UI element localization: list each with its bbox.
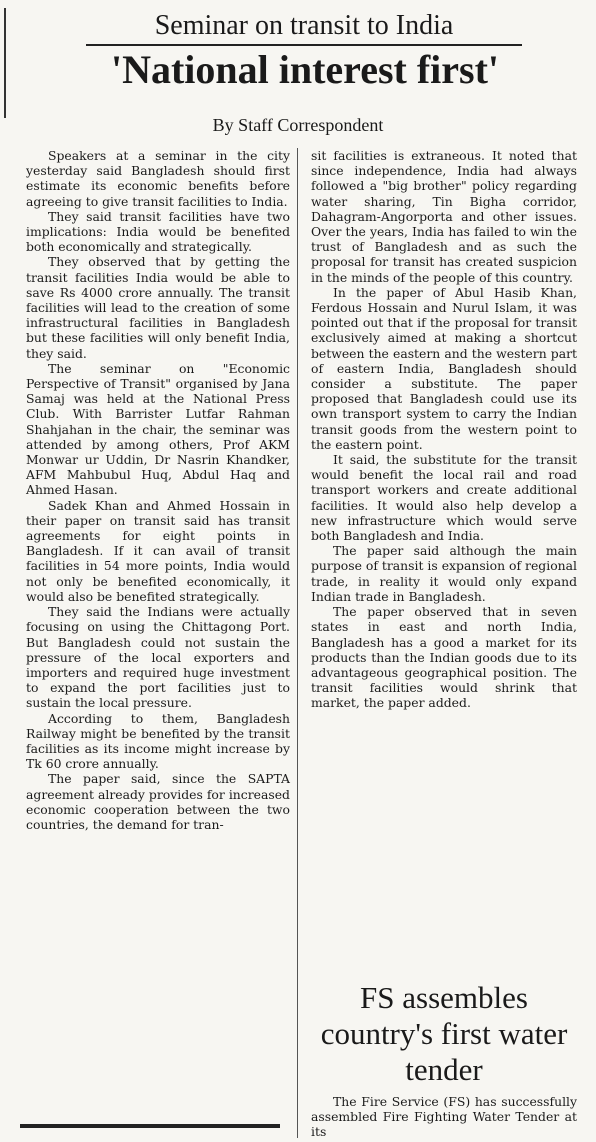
- paragraph: The paper said although the main purpose of transit is expansion of regional trade, in reality it would only expand Indian trade in Bangladesh.: [311, 543, 577, 604]
- paragraph: They said transit facilities have two implications: India would be benefited both economically and strategically.: [26, 208, 290, 255]
- paragraph: The paper said, since the SAPTA agreement already provides for increased economic cooperation between the two countries, the demand for tran-: [26, 771, 290, 832]
- column-divider: [297, 148, 298, 1138]
- article-kicker: Seminar on transit to India: [86, 10, 522, 46]
- article-headline: 'National interest first': [110, 47, 500, 92]
- paragraph: The seminar on "Economic Perspective of Transit" organised by Jana Samaj was held at the National Press Club. With Barrister Lutfar Rahman Shahjahan in the chair, the seminar was attended by among others, Prof AKM Monwar ur Uddin, Dr Nasrin Khandker, AFM Mahbubul Huq, Abdul Haq and Ahmed Hasan.: [26, 360, 290, 498]
- next-article-headline-fragment: [20, 1124, 280, 1142]
- article-left-column: [26, 148, 290, 832]
- second-article-headline: FS assembles country's first water tender: [320, 980, 568, 1087]
- paragraph: They said the Indians were actually focusing on using the Chittagong Port. But Bangladesh could not sustain the pressure of the local exporters and importers and required huge investment to expand the port facilities just to sustain the local pressure.: [26, 604, 290, 711]
- second-article-body: [311, 1094, 577, 1140]
- paragraph: The Fire Service (FS) has successfully assembled Fire Fighting Water Tender at its: [311, 1094, 577, 1140]
- paragraph: They observed that by getting the transit facilities India would be able to save Rs 4000 crore annually. The transit facilities will lead to the creation of some infrastructural facilities in Bangladesh but these facilities will only benefit India, they said.: [26, 254, 290, 361]
- column-rule-left: [4, 8, 6, 118]
- paragraph: Sadek Khan and Ahmed Hossain in their paper on transit said has transit agreements for eight points in Bangladesh. If it can avail of transit facilities in 54 more points, India would not only be benefited economically, it would also be benefited strategically.: [26, 497, 290, 604]
- paragraph: It said, the substitute for the transit would benefit the local rail and road transport workers and create additional facilities. It would also help develop a new infrastructure which would serve both Bangladesh and India.: [311, 452, 577, 544]
- article-byline: By Staff Correspondent: [212, 115, 384, 135]
- paragraph: According to them, Bangladesh Railway might be benefited by the transit facilities as its income might increase by Tk 60 crore annually.: [26, 710, 290, 772]
- paragraph: In the paper of Abul Hasib Khan, Ferdous Hossain and Nurul Islam, it was pointed out that if the proposal for transit exclusively aimed at making a shortcut between the eastern and the western part of eastern India, Bangladesh should consider a substitute. The paper proposed that Bangladesh could use its own transport system to carry the Indian transit goods from the western point to the eastern point.: [311, 284, 577, 452]
- paragraph: sit facilities is extraneous. It noted that since independence, India had always followed a "big brother" policy regarding water sharing, Tin Bigha corridor, Dahagram-Angorporta and other issues. Over the years, India has failed to win the trust of Bangladesh and as such the proposal for transit has created suspicion in the minds of the people of this country.: [311, 148, 577, 285]
- article-right-column: [311, 148, 577, 711]
- paragraph: Speakers at a seminar in the city yesterday said Bangladesh should first estimate its economic benefits before agreeing to give transit facilities to India.: [26, 148, 290, 209]
- paragraph: The paper observed that in seven states in east and north India, Bangladesh has a good a market for its products than the Indian goods due to its advantageous geographical position. The transit facilities would shrink that market, the paper added.: [311, 604, 577, 711]
